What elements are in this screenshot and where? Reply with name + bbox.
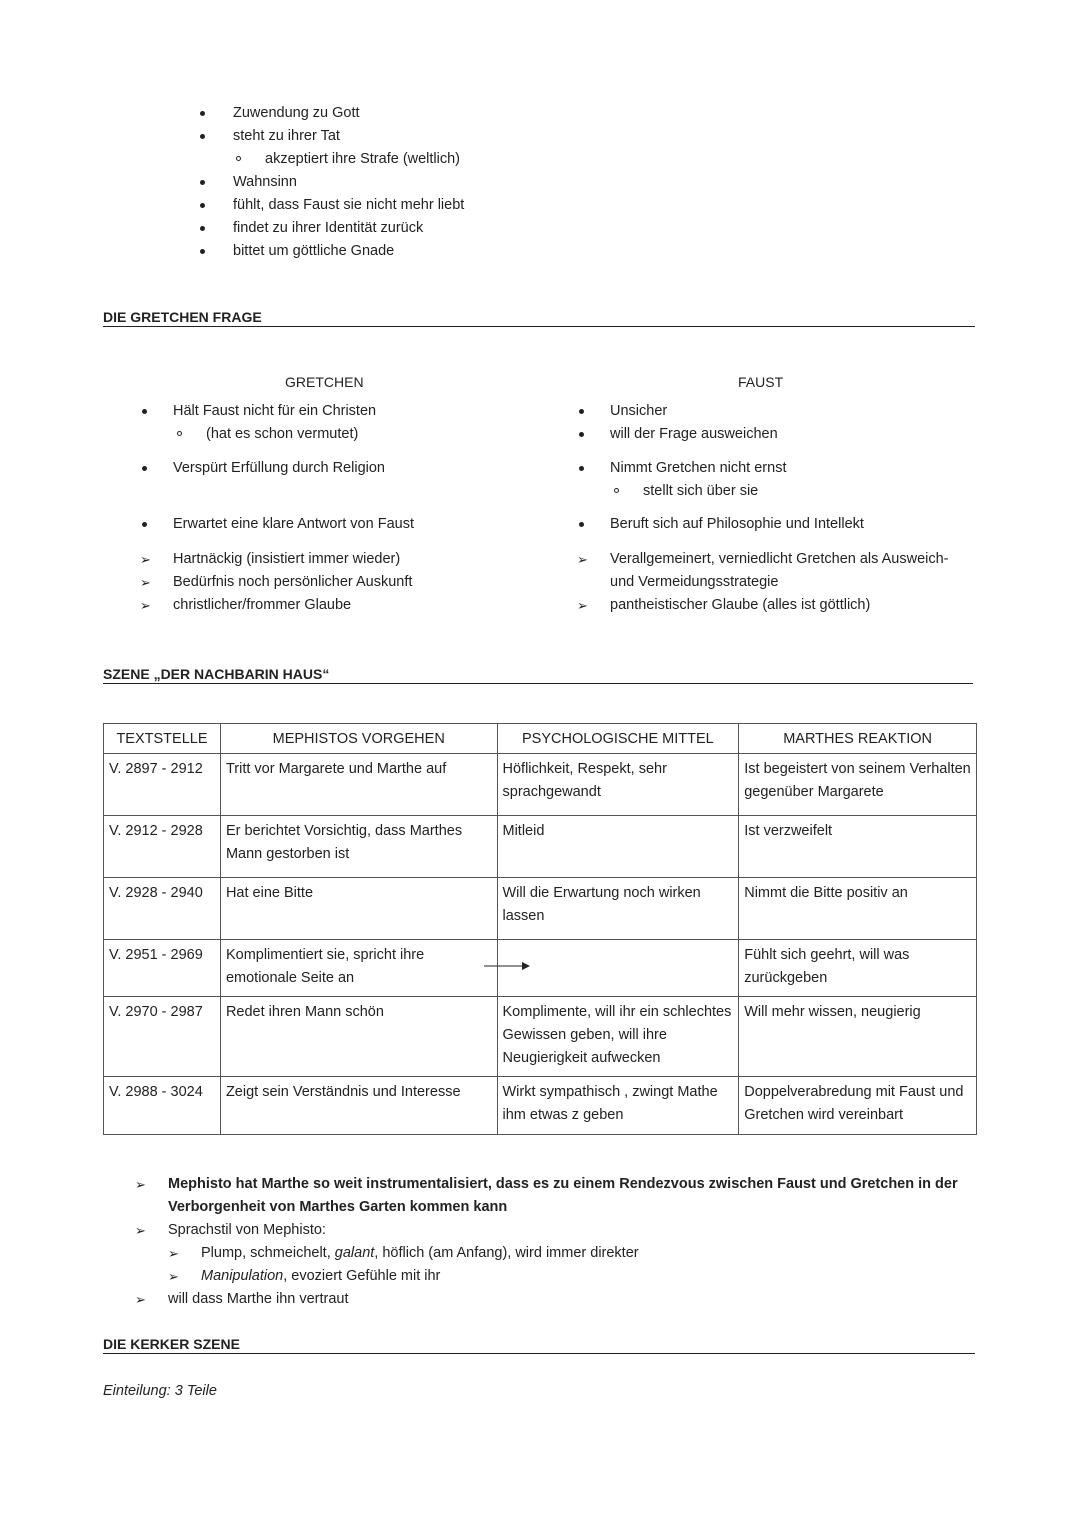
table-cell: Er berichtet Vorsichtig, dass Marthes Mann gestorben ist	[220, 816, 497, 878]
table-cell: Doppelverabredung mit Faust und Gretchen wird vereinbart	[739, 1077, 977, 1135]
arrow-bullet-icon: ➢	[168, 1246, 179, 1261]
bullet-icon	[579, 522, 584, 527]
table-row	[104, 878, 977, 940]
bullet-icon	[142, 522, 147, 527]
table-cell: Ist begeistert von seinem Verhalten gegenüber Margarete	[739, 754, 977, 816]
list-item: ➢ pantheistischer Glaube (alles ist göttlich)	[577, 594, 997, 617]
list-item: will der Frage ausweichen	[577, 423, 997, 446]
list-item: Nimmt Gretchen nicht ernst	[577, 457, 997, 480]
list-item: Hält Faust nicht für ein Christen	[140, 400, 560, 423]
arrow-bullet-icon: ➢	[168, 1269, 179, 1284]
bullet-icon	[200, 111, 205, 116]
list-item: ➢ christlicher/frommer Glaube	[140, 594, 560, 617]
table-cell: Komplimentiert sie, spricht ihre emotionale Seite an	[220, 940, 497, 997]
section-heading-nachbarin-haus: SZENE „DER NACHBARIN HAUS“	[103, 665, 973, 684]
table-cell: Hat eine Bitte	[220, 878, 497, 940]
bullet-icon	[200, 134, 205, 139]
arrow-bullet-icon: ➢	[140, 552, 151, 567]
table-cell: Wirkt sympathisch , zwingt Mathe ihm etwas z geben	[497, 1077, 739, 1135]
column-title-faust: FAUST	[738, 374, 784, 390]
table-row	[104, 1077, 977, 1135]
bullet-icon	[200, 226, 205, 231]
arrow-bullet-icon: ➢	[135, 1292, 146, 1307]
list-item: ➢ Verallgemeinert, verniedlicht Gretchen als Ausweich-	[577, 548, 997, 571]
table-cell: V. 2912 - 2928	[104, 816, 221, 878]
list-item: findet zu ihrer Identität zurück	[200, 217, 600, 240]
list-item: Erwartet eine klare Antwort von Faust	[140, 513, 560, 536]
arrow-bullet-icon: ➢	[135, 1223, 146, 1238]
list-item: Zuwendung zu Gott	[200, 102, 600, 125]
list-item: ➢ Mephisto hat Marthe so weit instrumentalisiert, dass es zu einem Rendezvous zwischen Faust und Gretchen in der	[135, 1173, 965, 1196]
list-item: Verspürt Erfüllung durch Religion	[140, 457, 560, 480]
list-item: steht zu ihrer Tat	[200, 125, 600, 148]
table-cell: V. 2897 - 2912	[104, 754, 221, 816]
list-item: (hat es schon vermutet)	[140, 423, 560, 446]
bullet-icon	[200, 203, 205, 208]
list-item: ➢ will dass Marthe ihn vertraut	[135, 1288, 965, 1311]
circle-bullet-icon	[177, 431, 182, 436]
list-item: fühlt, dass Faust sie nicht mehr liebt	[200, 194, 600, 217]
list-item: ➢ Sprachstil von Mephisto:	[135, 1219, 965, 1242]
list-item: ➢ Bedürfnis noch persönlicher Auskunft	[140, 571, 560, 594]
top-list	[200, 102, 600, 263]
section-heading-gretchen-frage: DIE GRETCHEN FRAGE	[103, 308, 975, 327]
bullet-icon	[200, 249, 205, 254]
column-title-gretchen: GRETCHEN	[285, 374, 364, 390]
table-cell: Redet ihren Mann schön	[220, 997, 497, 1077]
arrow-bullet-icon: ➢	[577, 552, 588, 567]
table-cell: V. 2951 - 2969	[104, 940, 221, 997]
table-row	[104, 997, 977, 1077]
table-cell: Komplimente, will ihr ein schlechtes Gewissen geben, will ihre Neugierigkeit aufwecken	[497, 997, 739, 1077]
bullet-icon	[142, 409, 147, 414]
table-cell: V. 2928 - 2940	[104, 878, 221, 940]
list-item: Wahnsinn	[200, 171, 600, 194]
table-cell: Zeigt sein Verständnis und Interesse	[220, 1077, 497, 1135]
table-cell: Mitleid	[497, 816, 739, 878]
arrow-bullet-icon: ➢	[140, 598, 151, 613]
table-cell: Höflichkeit, Respekt, sehr sprachgewandt	[497, 754, 739, 816]
table-cell: V. 2970 - 2987	[104, 997, 221, 1077]
bullet-icon	[200, 180, 205, 185]
table-cell: Nimmt die Bitte positiv an	[739, 878, 977, 940]
table-cell: V. 2988 - 3024	[104, 1077, 221, 1135]
scene-table	[103, 723, 977, 1135]
arrow-bullet-icon: ➢	[135, 1177, 146, 1192]
circle-bullet-icon	[236, 156, 241, 161]
list-item: ➢ Hartnäckig (insistiert immer wieder)	[140, 548, 560, 571]
table-row	[104, 754, 977, 816]
faust-column	[577, 400, 997, 617]
list-item: akzeptiert ihre Strafe (weltlich)	[200, 148, 600, 171]
table-cell: Will die Erwartung noch wirken lassen	[497, 878, 739, 940]
list-item: Beruft sich auf Philosophie und Intellekt	[577, 513, 997, 536]
table-cell-arrow	[497, 940, 739, 997]
right-arrow-icon	[484, 960, 534, 972]
table-header-row	[104, 724, 977, 754]
list-item: stellt sich über sie	[577, 480, 997, 503]
summary-list	[135, 1173, 965, 1311]
table-cell: Tritt vor Margarete und Marthe auf	[220, 754, 497, 816]
arrow-bullet-icon: ➢	[577, 598, 588, 613]
gretchen-column	[140, 400, 560, 617]
kerker-note: Einteilung: 3 Teile	[103, 1383, 217, 1399]
list-item: bittet um göttliche Gnade	[200, 240, 600, 263]
list-item: ➢ Plump, schmeichelt, galant, höflich (am Anfang), wird immer direkter	[135, 1242, 965, 1265]
list-item: Unsicher	[577, 400, 997, 423]
bullet-icon	[579, 432, 584, 437]
circle-bullet-icon	[614, 488, 619, 493]
table-cell: Fühlt sich geehrt, will was zurückgeben	[739, 940, 977, 997]
bullet-icon	[579, 409, 584, 414]
table-row	[104, 940, 977, 997]
bullet-icon	[142, 466, 147, 471]
bullet-icon	[579, 466, 584, 471]
table-cell: Ist verzweifelt	[739, 816, 977, 878]
list-item-continuation: Verborgenheit von Marthes Garten kommen kann	[168, 1199, 508, 1215]
section-heading-kerker-szene: DIE KERKER SZENE	[103, 1335, 975, 1354]
list-item-continuation: und Vermeidungsstrategie	[610, 574, 779, 590]
table-cell: Will mehr wissen, neugierig	[739, 997, 977, 1077]
column-header: MEPHISTOS VORGEHEN	[220, 724, 497, 754]
arrow-bullet-icon: ➢	[140, 575, 151, 590]
column-header: MARTHES REAKTION	[739, 724, 977, 754]
column-header: TEXTSTELLE	[104, 724, 221, 754]
column-header: PSYCHOLOGISCHE MITTEL	[497, 724, 739, 754]
list-item: ➢ Manipulation, evoziert Gefühle mit ihr	[135, 1265, 965, 1288]
table-row	[104, 816, 977, 878]
